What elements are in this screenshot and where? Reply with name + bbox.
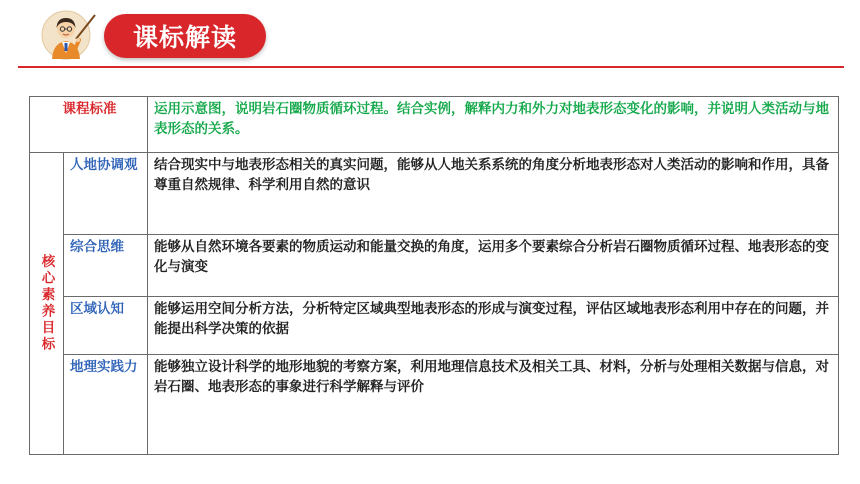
table-row <box>30 297 839 355</box>
row-label: 人地协调观 <box>64 153 148 235</box>
page-title: 课标解读 <box>104 14 266 58</box>
standard-text: 运用示意图，说明岩石圈物质循环过程。结合实例，解释内力和外力对地表形态变化的影响，并说明人类活动与地表形态的关系。 <box>148 97 839 153</box>
row-text: 能够从自然环境各要素的物质运动和能量交换的角度，运用多个要素综合分析岩石圈物质循环过程、地表形态的变化与演变 <box>148 235 839 297</box>
row-text: 能够独立设计科学的地形地貌的考察方案，利用地理信息技术及相关工具、材料，分析与处理相关数据与信息，对岩石圈、地表形态的事象进行科学解释与评价 <box>148 355 839 455</box>
table-row-standard <box>30 97 839 153</box>
standard-label: 课程标准 <box>30 97 148 153</box>
curriculum-table <box>29 96 839 455</box>
row-label: 地理实践力 <box>64 355 148 455</box>
row-text: 能够运用空间分析方法，分析特定区域典型地表形态的形成与演变过程，评估区域地表形态利用中存在的问题，并能提出科学决策的依据 <box>148 297 839 355</box>
teacher-icon <box>40 9 98 61</box>
table-row <box>30 235 839 297</box>
row-label: 区域认知 <box>64 297 148 355</box>
table-row <box>30 355 839 455</box>
title-divider <box>18 66 844 68</box>
row-label: 综合思维 <box>64 235 148 297</box>
row-text: 结合现实中与地表形态相关的真实问题，能够从人地关系系统的角度分析地表形态对人类活动的影响和作用，具备尊重自然规律、科学利用自然的意识 <box>148 153 839 235</box>
table-row <box>30 153 839 235</box>
core-literacy-label: 核心素养目标 <box>30 153 64 455</box>
